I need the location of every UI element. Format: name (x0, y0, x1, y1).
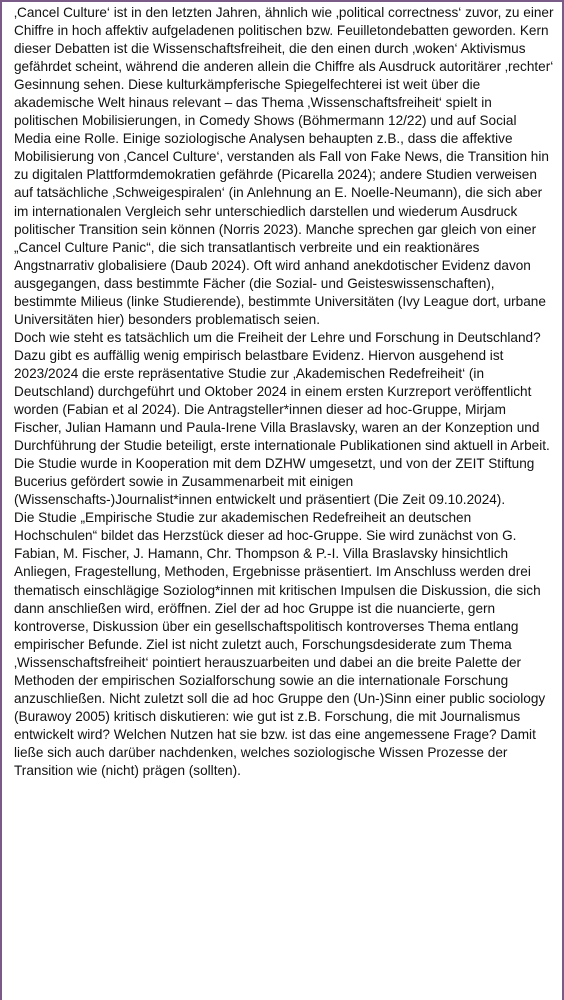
document-body (14, 4, 554, 780)
paragraph-freedom-of-research: Doch wie steht es tatsächlich um die Freiheit der Lehre und Forschung in Deutschland? Dazu gibt es auffällig wenig empirisch belastbare Evidenz. Hiervon ausgehend ist 2023/2024 die erste repräsentative Studie zur ‚Akademischen Redefreiheit‘ (in Deutschland) durchgeführt und Oktober 2024 in einem ersten Kurzreport veröffentlicht worden (Fabian et al 2024). Die Antragsteller*innen dieser ad hoc-Gruppe, Mirjam Fischer, Julian Hamann und Paula-Irene Villa Braslavsky, waren an der Konzeption und Durchführung der Studie beteiligt, erste internationale Publikationen sind aktuell in Arbeit. Die Studie wurde in Kooperation mit dem DZHW umgesetzt, und von der ZEIT Stiftung Bucerius gefördert sowie in Zusammenarbeit mit einigen (Wissenschafts-)Journalist*innen entwickelt und präsentiert (Die Zeit 09.10.2024). (14, 329, 550, 508)
paragraph-study-description: Die Studie „Empirische Studie zur akademischen Redefreiheit an deutschen Hochschulen“ bildet das Herzstück dieser ad hoc-Gruppe. Sie wird zunächst von G. Fabian, M. Fischer, J. Hamann, Chr. Thompson & P.-I. Villa Braslavsky hinsichtlich Anliegen, Fragestellung, Methoden, Ergebnisse präsentiert. Im Anschluss werden drei thematisch einschlägige Soziolog*innen mit kritischen Impulsen die Diskussion, die sich dann anschließen wird, eröffnen. Ziel der ad hoc Gruppe ist die nuancierte, gern kontroverse, Diskussion über ein gesellschaftspolitisch kontroverses Thema entlang empirischer Befunde. Ziel ist nicht zuletzt auch, Forschungsdesiderate zum Thema ‚Wissenschaftsfreiheit‘ pointiert herauszuarbeiten und dabei an die breite Palette der Methoden der empirischen Sozialforschung sowie an die internationale Forschung anzuschließen. Nicht zuletzt soll die ad hoc Gruppe den (Un-)Sinn einer public sociology (Burawoy 2005) kritisch diskutieren: wie gut ist z.B. Forschung, die mit Journalismus entwickelt wird? Welchen Nutzen hat sie bzw. ist das eine angemessene Frage? Damit ließe sich auch darüber nachdenken, welches soziologische Wissen Prozesse der Transition wie (nicht) prägen (sollten). (14, 510, 546, 778)
paragraph-cancel-culture: ‚Cancel Culture‘ ist in den letzten Jahren, ähnlich wie ‚political correctness‘ zuvor, zu einer Chiffre in hoch affektiv aufgeladenen politischen bzw. Feuilletondebatten geworden. Kern dieser Debatten ist die Wissenschaftsfreiheit, die den einen durch ‚woken‘ Aktivismus gefährdet scheint, während die anderen allein die Chiffre als Ausdruck autoritärer ‚rechter‘ Gesinnung sehen. Diese kulturkämpferische Spiegelfechterei ist weit über die akademische Welt hinaus relevant – das Thema ‚Wissenschaftsfreiheit‘ spielt in politischen Mobilisierungen, in Comedy Shows (Böhmermann 12/22) und auf Social Media eine Rolle. Einige soziologische Analysen behaupten z.B., dass die affektive Mobilisierung von ‚Cancel Culture‘, verstanden als Fall von Fake News, die Transition hin zu digitalen Plattformdemokratien gefährde (Picarella 2024); andere Studien verweisen auf tatsächliche ‚Schweigespiralen‘ (in Anlehnung an E. Noelle-Neumann), die sich aber im internationalen Vergleich sehr unterschiedlich darstellen und wiederum Ausdruck politischer Transition sein können (Norris 2023). Manche sprechen gar gleich von einer „Cancel Culture Panic“, die sich transatlantisch verbreite und ein reaktionäres Angstnarrativ globalisiere (Daub 2024). Oft wird anhand anekdotischer Evidenz davon ausgegangen, dass bestimmte Fächer (die Sozial- und Geisteswissenschaften), bestimmte Milieus (linke Studierende), bestimmte Universitäten (Ivy League dort, urbane Universitäten hier) besonders problematisch seien. (14, 5, 554, 327)
